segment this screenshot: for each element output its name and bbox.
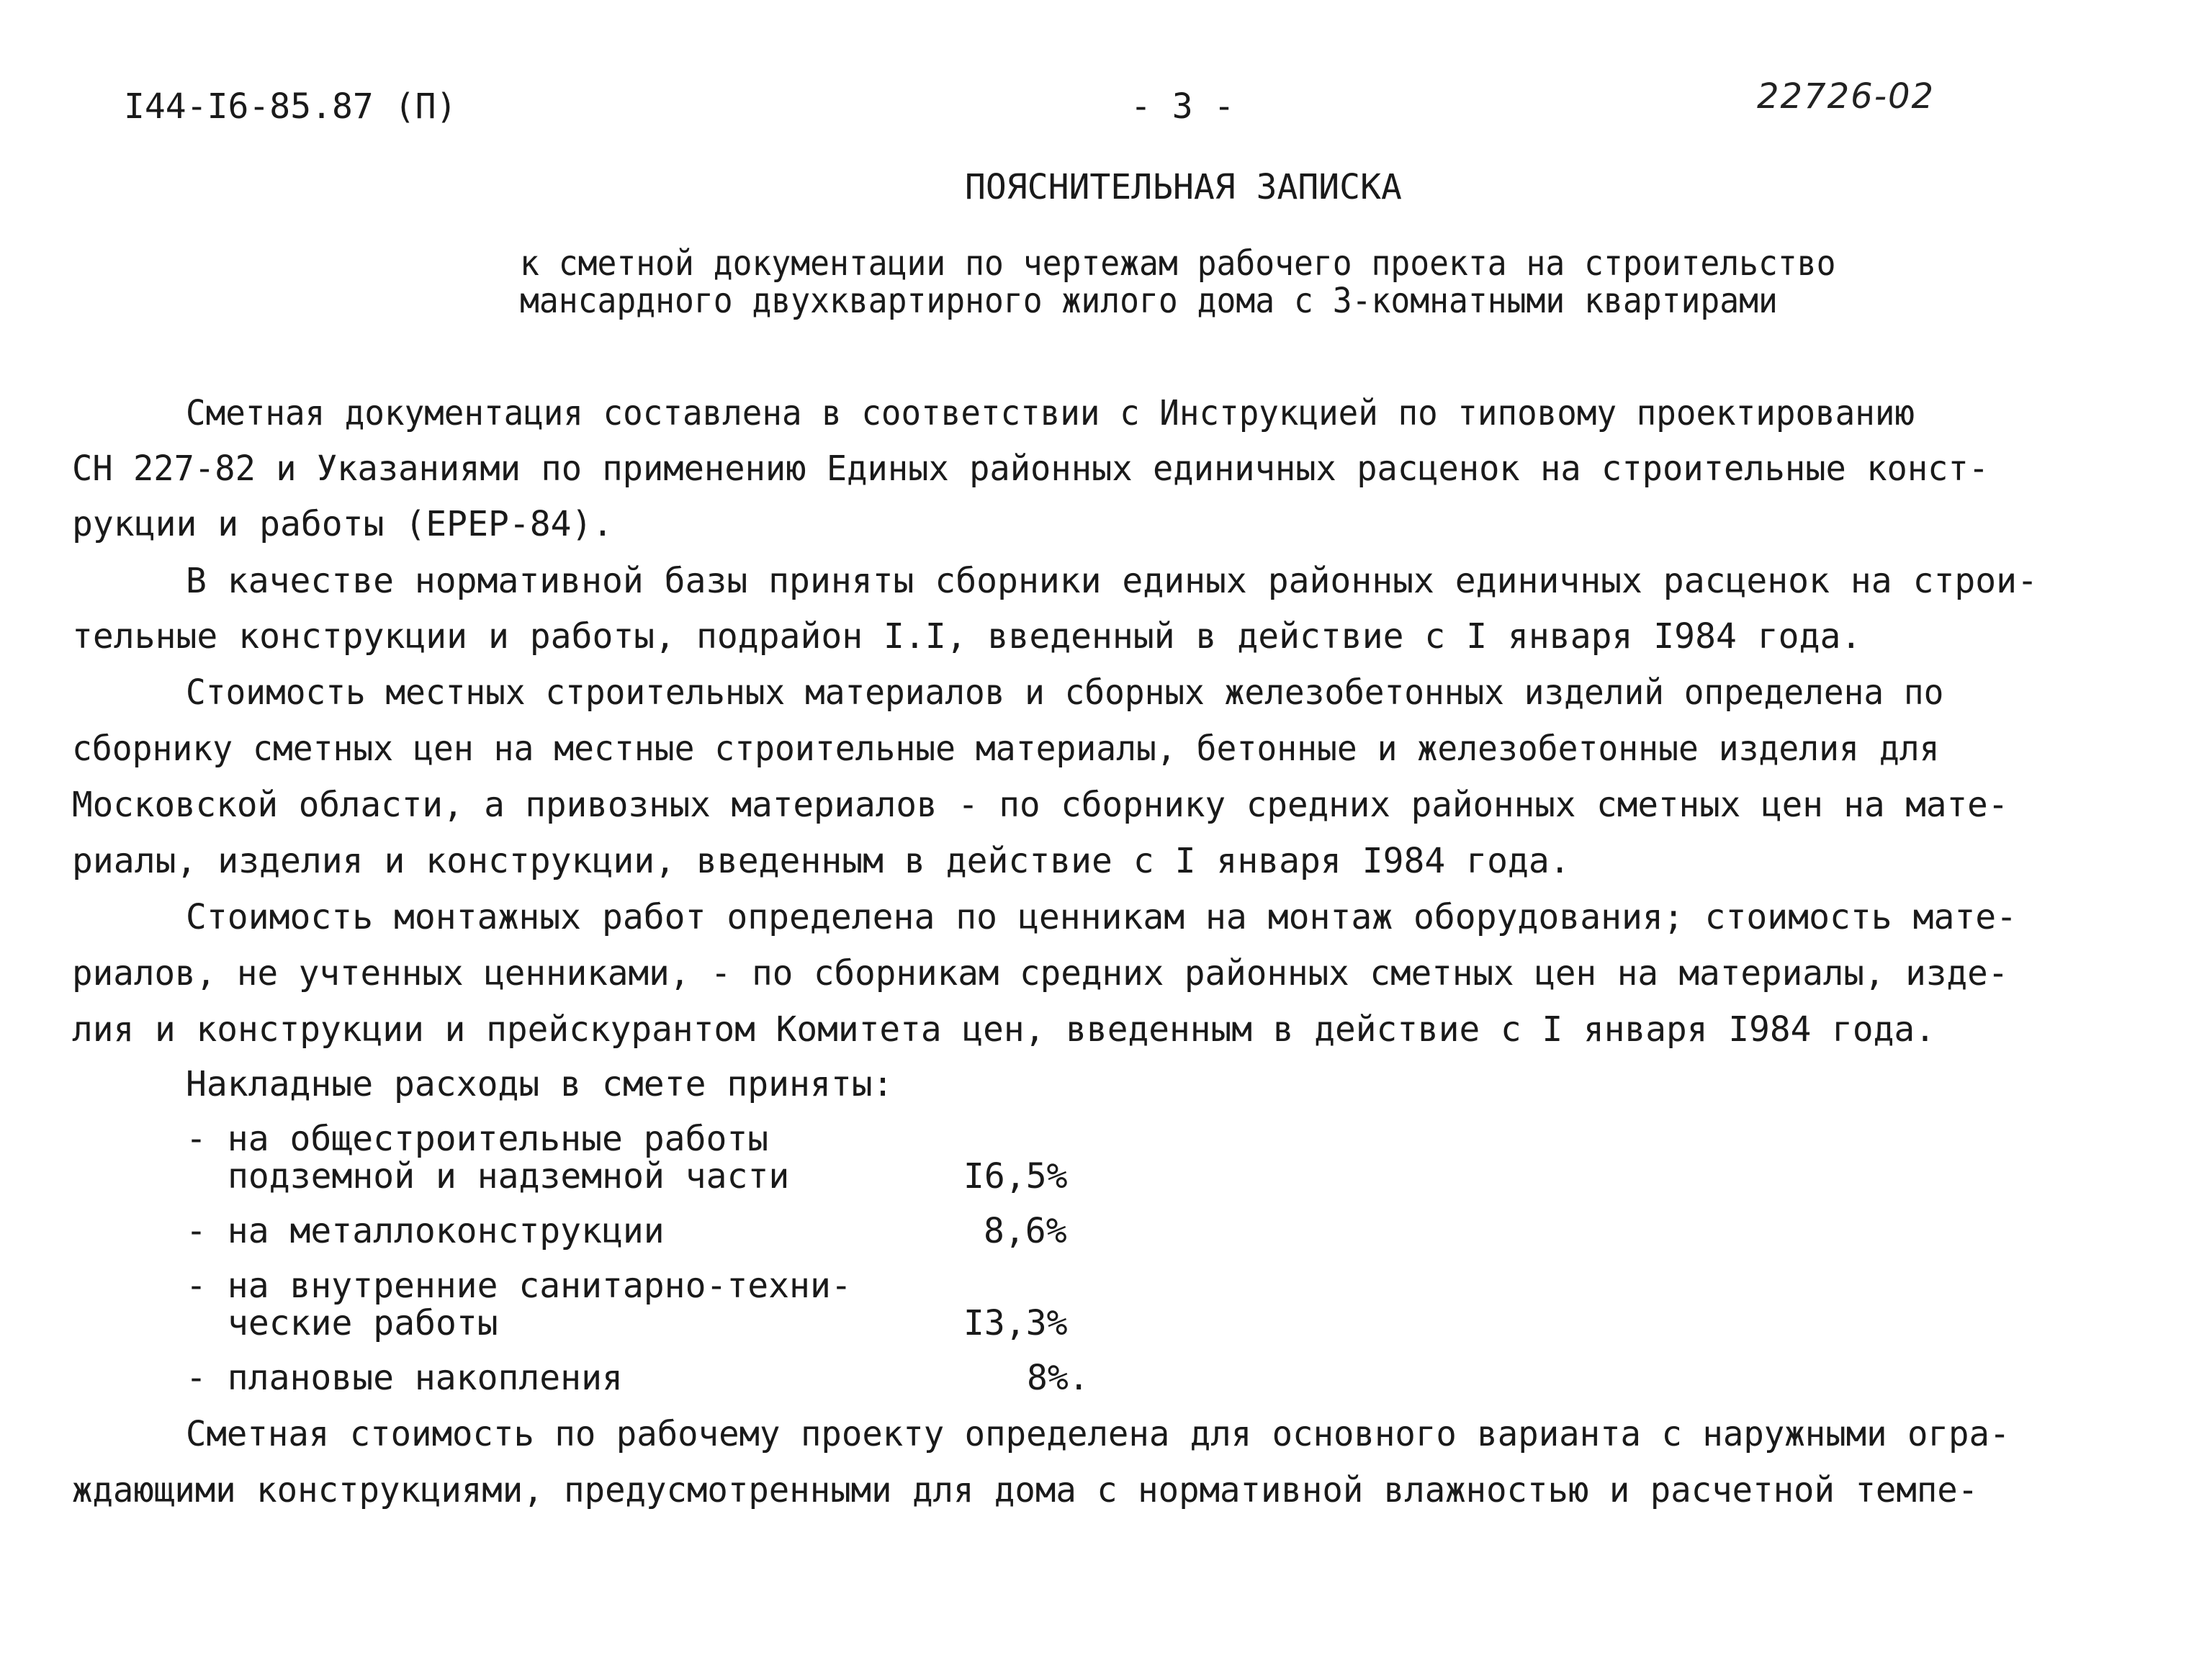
overhead-item-1-value: I6,5% [963,1156,1068,1197]
overhead-item-4-line-1: - плановые накопления [186,1358,623,1398]
overhead-item-1-line-1: - на общестроительные работы [186,1119,769,1159]
paragraph-3-line-3: Московской области, а привозных материалов - по сборнику средних районных сметных цен на мате- [72,785,2009,825]
paragraph-1-line-3: рукции и работы (ЕРЕР-84). [72,504,613,544]
paragraph-1-line-1: Сметная документация составлена в соответствии с Инструкцией по типовому проектированию [186,393,1915,433]
page-title: ПОЯСНИТЕЛЬНАЯ ЗАПИСКА [965,167,1402,207]
paragraph-4-line-2: риалов, не учтенных ценниками, - по сборникам средних районных сметных цен на материалы, изде- [72,953,2009,994]
paragraph-3-line-4: риалы, изделия и конструкции, введенным в действие с I января I984 года. [72,841,1570,881]
paragraph-6-line-2: ждающими конструкциями, предусмотренными для дома с нормативной влажностью и расчетной темпе- [72,1470,1979,1510]
paragraph-2-line-2: тельные конструкции и работы, подрайон I.I, введенный в действие с I января I984 года. [72,616,1862,657]
overhead-item-3-line-2: ческие работы [228,1303,498,1343]
overhead-item-3-line-1: - на внутренние санитарно-техни- [186,1266,852,1306]
doc-code: I44-I6-85.87 (П) [124,86,457,127]
overhead-item-2-value: 8,6% [984,1211,1067,1251]
paragraph-6-line-1: Сметная стоимость по рабочему проекту определена для основного варианта с наружными огра- [186,1414,2010,1454]
paragraph-2-line-1: В качестве нормативной базы приняты сборники единых районных единичных расценок на строи- [186,561,2038,601]
paragraph-1-line-2: СН 227-82 и Указаниями по применению Единых районных единичных расценок на строительные конст- [72,449,1990,489]
archive-number: 22726-02 [1757,76,1936,117]
overheads-intro: Накладные расходы в смете приняты: [186,1064,894,1104]
overhead-item-2-line-1: - на металлоконструкции [186,1211,665,1251]
title-subtitle-line-2: мансардного двухквартирного жилого дома с 3-комнатными квартирами [520,281,1778,321]
overhead-item-1-line-2: подземной и надземной части [228,1156,790,1197]
paragraph-4-line-1: Стоимость монтажных работ определена по ценникам на монтаж оборудования; стоимость мате- [186,897,2018,937]
overhead-item-4-value: 8%. [1027,1358,1089,1398]
paragraph-3-line-1: Стоимость местных строительных материалов и сборных железобетонных изделий определена по [186,672,1944,713]
paragraph-4-line-3: лия и конструкции и прейскурантом Комитета цен, введенным в действие с I января I984 года. [72,1009,1936,1050]
overhead-item-3-value: I3,3% [963,1303,1068,1343]
paragraph-3-line-2: сборнику сметных цен на местные строительные материалы, бетонные и железобетонные изделия для [72,729,1940,769]
title-subtitle-line-1: к сметной документации по чертежам рабочего проекта на строительство [520,243,1836,284]
page-number: - 3 - [1130,86,1235,127]
